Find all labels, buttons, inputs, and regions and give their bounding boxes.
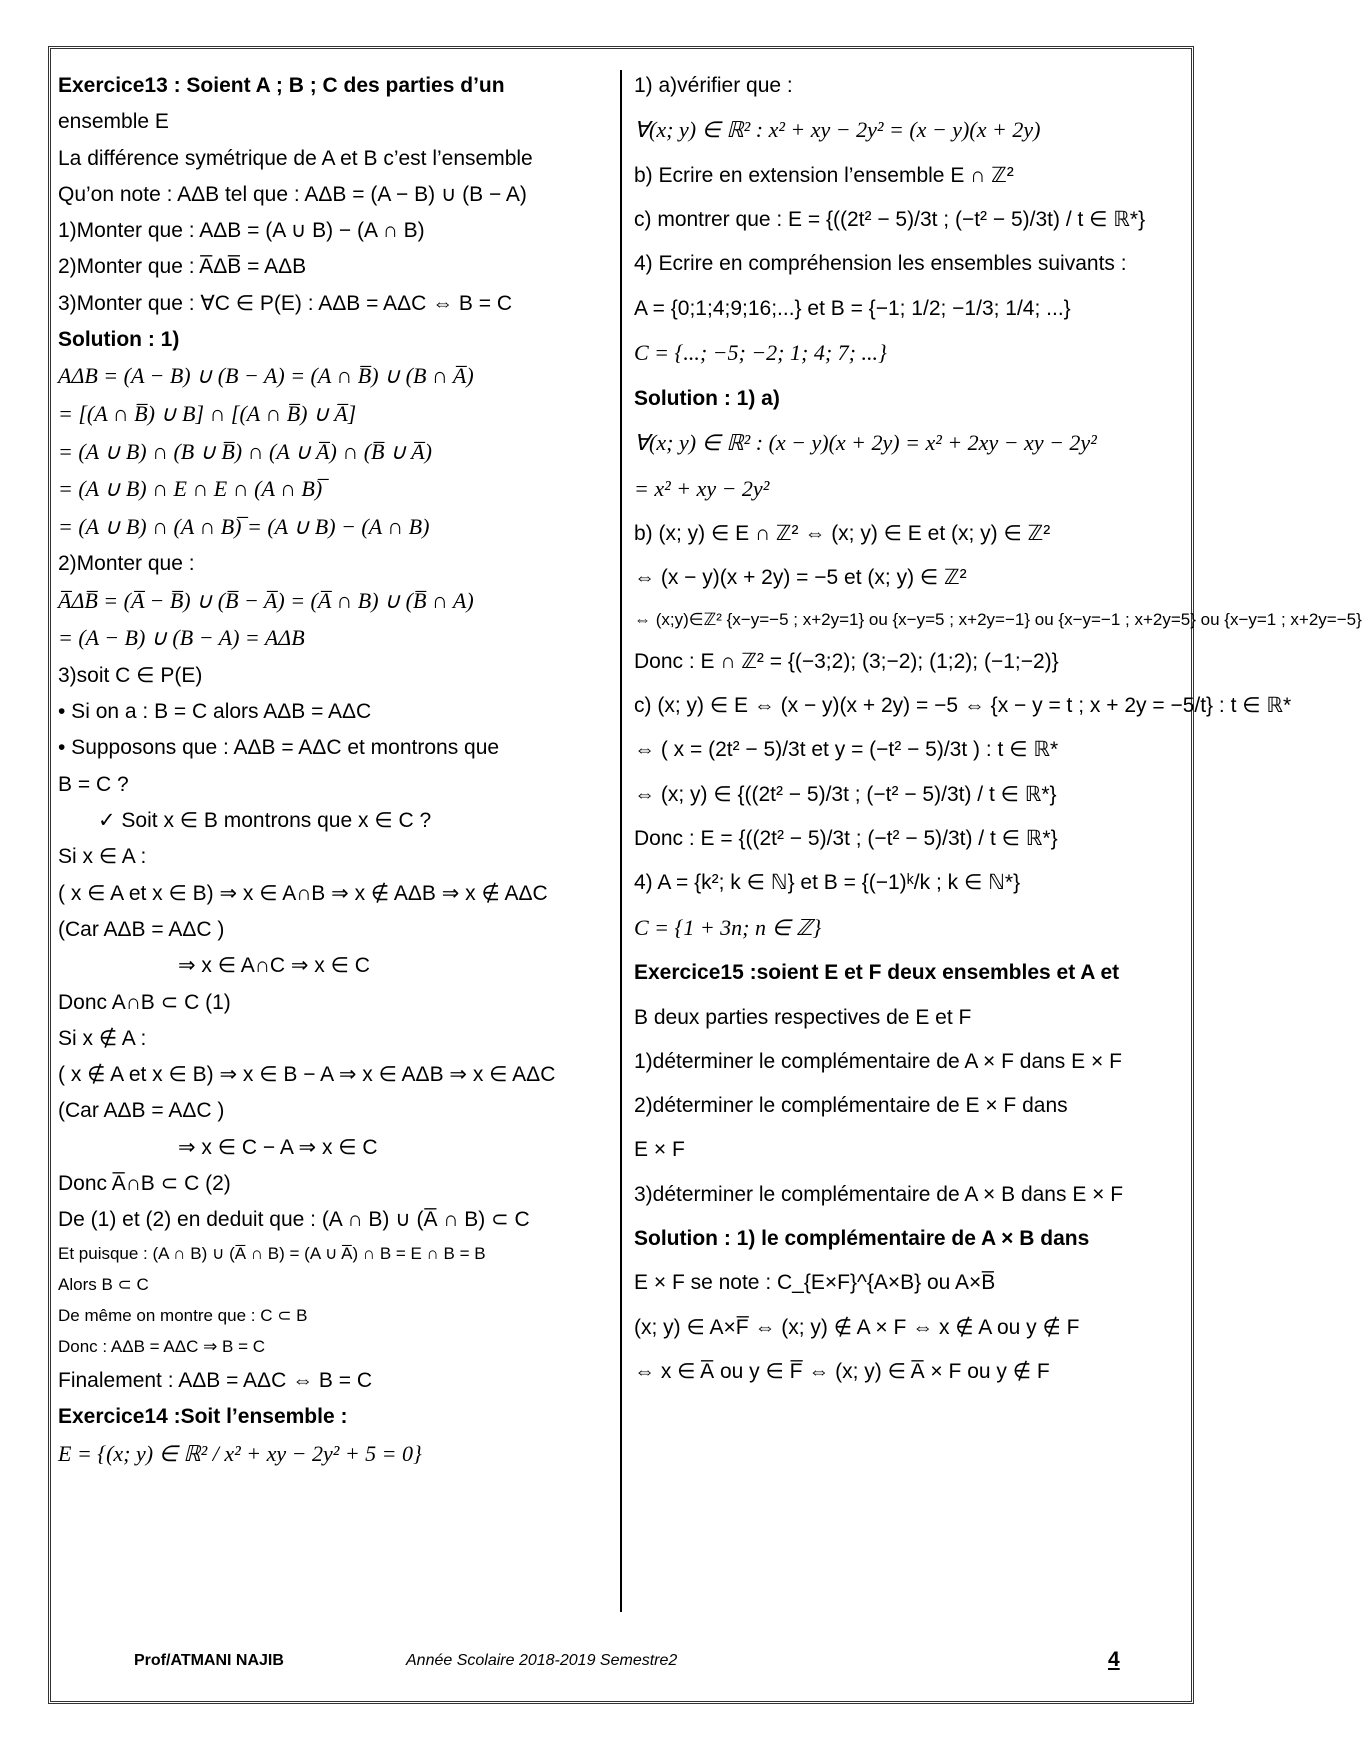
text-line: Solution : 1) a) bbox=[634, 386, 780, 410]
text-line: De même on montre que : C ⊂ B bbox=[58, 1305, 308, 1325]
text-line: c) montrer que : E = {((2t² − 5)/3t ; (−t² − 5)/3t) / t ∈ ℝ*} bbox=[634, 208, 1146, 232]
page-number: 4 bbox=[1108, 1648, 1120, 1671]
text-line: ∀(x; y) ∈ ℝ² : (x − y)(x + 2y) = x² + 2xy − xy − 2y² bbox=[634, 429, 1097, 455]
text-line: A = {0;1;4;9;16;...} et B = {−1; 1/2; −1/3; 1/4; ...} bbox=[634, 296, 1071, 320]
text-line: Donc : AΔB = AΔC ⇒ B = C bbox=[58, 1336, 266, 1356]
text-line: • Si on a : B = C alors AΔB = AΔC bbox=[58, 700, 372, 724]
text-line: B = C ? bbox=[58, 772, 129, 796]
text-line: = (A ∪ B) ∩ E ∩ E ∩ (A ∩ B)̅ bbox=[58, 476, 323, 502]
text-line: Solution : 1) bbox=[58, 328, 180, 352]
text-line: = [(A ∩ B̅) ∪ B] ∩ [(A ∩ B̅) ∪ A̅] bbox=[58, 400, 357, 426]
text-line: Exercice13 : Soient A ; B ; C des parties d’un bbox=[58, 74, 505, 97]
text-line: ⇔ x ∈ A̅ ou y ∈ F̅ ⇔ (x; y) ∈ A̅ × F ou y ∉ F bbox=[634, 1359, 1050, 1383]
text-line: La différence symétrique de A et B c’est l’ensemble bbox=[58, 146, 533, 170]
text-line: De (1) et (2) en deduit que : (A ∩ B) ∪ (A̅ ∩ B) ⊂ C bbox=[58, 1208, 530, 1232]
text-line: AΔB = (A − B) ∪ (B − A) = (A ∩ B̅) ∪ (B ∩ A̅) bbox=[58, 363, 474, 389]
text-line: Exercice15 :soient E et F deux ensembles et A et bbox=[634, 961, 1120, 985]
text-line: 2)Monter que : bbox=[58, 552, 195, 576]
text-line: ✓ Soit x ∈ B montrons que x ∈ C ? bbox=[98, 809, 432, 833]
text-line: ⇒ x ∈ A∩C ⇒ x ∈ C bbox=[178, 954, 370, 978]
text-line: ensemble E bbox=[58, 110, 169, 134]
text-line: Donc : E ∩ ℤ² = {(−3;2); (3;−2); (1;2); (−1;−2)} bbox=[634, 649, 1059, 673]
text-line: Donc A∩B ⊂ C (1) bbox=[58, 990, 231, 1014]
text-line: (Car AΔB = AΔC ) bbox=[58, 917, 225, 941]
text-line: c) (x; y) ∈ E ⇔ (x − y)(x + 2y) = −5 ⇔ {x − y = t ; x + 2y = −5/t} : t ∈ ℝ* bbox=[634, 694, 1292, 718]
text-line: ⇔ ( x = (2t² − 5)/3t et y = (−t² − 5)/3t ) : t ∈ ℝ* bbox=[634, 738, 1059, 762]
text-line: C = {...; −5; −2; 1; 4; 7; ...} bbox=[634, 340, 887, 366]
text-line: 3)déterminer le complémentaire de A × B dans E × F bbox=[634, 1182, 1124, 1206]
text-line: Donc : E = {((2t² − 5)/3t ; (−t² − 5)/3t) / t ∈ ℝ*} bbox=[634, 827, 1058, 851]
text-line: = x² + xy − 2y² bbox=[634, 475, 770, 501]
text-line: = (A ∪ B) ∩ (B ∪ B̅) ∩ (A ∪ A̅) ∩ (B̅ ∪ A̅) bbox=[58, 438, 432, 464]
text-line: (Car AΔB = AΔC ) bbox=[58, 1099, 225, 1123]
text-line: (x; y) ∈ A×F̅ ⇔ (x; y) ∉ A × F ⇔ x ∉ A ou y ∉ F bbox=[634, 1315, 1080, 1339]
right-column bbox=[634, 72, 1362, 1402]
text-line: E = {(x; y) ∈ ℝ² / x² + xy − 2y² + 5 = 0} bbox=[58, 1440, 422, 1466]
text-line: 4) A = {k²; k ∈ ℕ} et B = {(−1)ᵏ/k ; k ∈ ℕ*} bbox=[634, 871, 1021, 895]
text-line: 1)Monter que : AΔB = (A ∪ B) − (A ∩ B) bbox=[58, 219, 425, 243]
text-line: Et puisque : (A ∩ B) ∪ (A̅ ∩ B) = (A ∪ A̅) ∩ B = E ∩ B = B bbox=[58, 1243, 486, 1263]
text-line: Si x ∈ A : bbox=[58, 845, 147, 869]
text-line: ⇒ x ∈ C − A ⇒ x ∈ C bbox=[178, 1135, 378, 1159]
text-line: Solution : 1) le complémentaire de A × B dans bbox=[634, 1227, 1090, 1250]
text-line: Si x ∉ A : bbox=[58, 1026, 147, 1050]
text-line: ( x ∉ A et x ∈ B) ⇒ x ∈ B − A ⇒ x ∈ AΔB ⇒ x ∈ AΔC bbox=[58, 1063, 556, 1087]
text-line: C = {1 + 3n; n ∈ ℤ} bbox=[634, 914, 822, 940]
footer-year: Année Scolaire 2018-2019 Semestre2 bbox=[406, 1652, 678, 1669]
text-line: • Supposons que : AΔB = AΔC et montrons que bbox=[58, 736, 500, 760]
text-line: 1) a)vérifier que : bbox=[634, 74, 793, 97]
text-line: b) (x; y) ∈ E ∩ ℤ² ⇔ (x; y) ∈ E et (x; y) ∈ ℤ² bbox=[634, 522, 1051, 546]
text-line: b) Ecrire en extension l’ensemble E ∩ ℤ² bbox=[634, 163, 1014, 187]
text-line: = (A − B) ∪ (B − A) = AΔB bbox=[58, 625, 305, 651]
left-column bbox=[58, 72, 618, 1477]
text-line: E × F se note : C_{E×F}^{A×B} ou A×B̅ bbox=[634, 1271, 996, 1295]
text-line: ( x ∈ A et x ∈ B) ⇒ x ∈ A∩B ⇒ x ∉ AΔB ⇒ x ∉ AΔC bbox=[58, 881, 548, 905]
text-line: E × F bbox=[634, 1138, 685, 1162]
text-line: ⇔ (x − y)(x + 2y) = −5 et (x; y) ∈ ℤ² bbox=[634, 566, 967, 590]
text-line: 2)déterminer le complémentaire de E × F dans bbox=[634, 1094, 1068, 1118]
text-line: Alors B ⊂ C bbox=[58, 1274, 149, 1294]
footer-author: Prof/ATMANI NAJIB bbox=[134, 1652, 284, 1669]
text-line: Donc A̅∩B ⊂ C (2) bbox=[58, 1171, 231, 1195]
text-line: = (A ∪ B) ∩ (A ∩ B)̅ = (A ∪ B) − (A ∩ B) bbox=[58, 513, 430, 539]
text-line: Qu’on note : AΔB tel que : AΔB = (A − B) ∪ (B − A) bbox=[58, 182, 527, 206]
text-line: 1)déterminer le complémentaire de A × F dans E × F bbox=[634, 1049, 1122, 1073]
column-divider bbox=[620, 70, 622, 1612]
text-line: 3)Monter que : ∀C ∈ P(E) : AΔB = AΔC ⇔ B = C bbox=[58, 291, 513, 315]
text-line: ⇔ (x; y) ∈ {((2t² − 5)/3t ; (−t² − 5)/3t) / t ∈ ℝ*} bbox=[634, 782, 1057, 806]
text-line: 3)soit C ∈ P(E) bbox=[58, 663, 203, 687]
text-line: A̅ΔB̅ = (A̅ − B̅) ∪ (B̅ − A̅) = (A̅ ∩ B) ∪ (B̅ ∩ A) bbox=[58, 587, 474, 613]
text-line: 2)Monter que : A̅ΔB̅ = AΔB bbox=[58, 255, 307, 279]
text-line: Exercice14 :Soit l’ensemble : bbox=[58, 1405, 348, 1429]
text-line: ∀(x; y) ∈ ℝ² : x² + xy − 2y² = (x − y)(x + 2y) bbox=[634, 117, 1041, 143]
text-line: Finalement : AΔB = AΔC ⇔ B = C bbox=[58, 1368, 373, 1392]
text-line: B deux parties respectives de E et F bbox=[634, 1005, 972, 1029]
text-line: ⇔ (x;y)∈ℤ² {x−y=−5 ; x+2y=1} ou {x−y=5 ; x+2y=−1} ou {x−y=−1 ; x+2y=5} ou {x−y=1 ; x+2y=−5} bbox=[634, 609, 1362, 629]
text-line: 4) Ecrire en compréhension les ensembles suivants : bbox=[634, 252, 1127, 276]
